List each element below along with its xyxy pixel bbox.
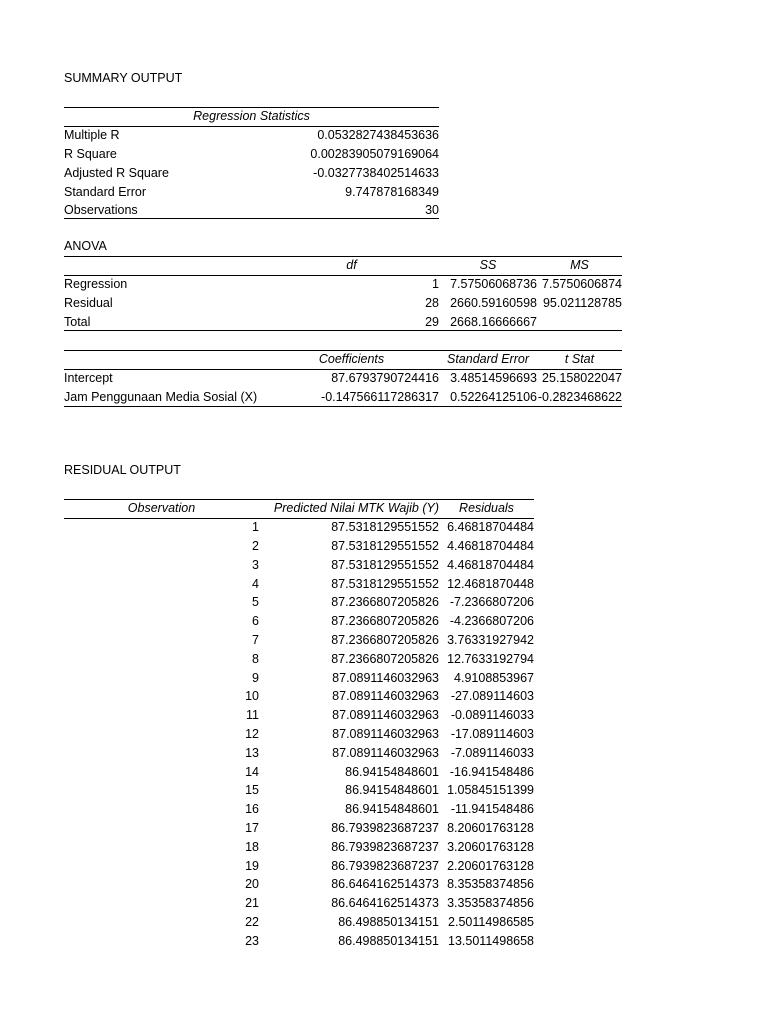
regstats-label: Observations (64, 203, 138, 218)
residual-predicted: 87.0891146032963 (332, 670, 439, 685)
regstats-bottom-rule (64, 218, 439, 219)
regstats-label: Multiple R (64, 128, 120, 143)
anova-df-header: df (346, 258, 357, 273)
residual-predicted: 86.7939823687237 (331, 839, 439, 854)
residual-row (64, 743, 534, 762)
coef-tstat: 25.158022047 (542, 371, 622, 386)
residual-row (64, 593, 534, 612)
residual-predicted: 86.6464162514373 (331, 896, 439, 911)
residual-observation: 8 (252, 651, 259, 666)
coef-bottom-rule (64, 406, 622, 407)
coefficients-table (64, 350, 622, 406)
coef-se: 3.48514596693 (450, 371, 537, 386)
regstats-value: 9.747878168349 (345, 184, 439, 199)
regstats-label: Adjusted R Square (64, 165, 169, 180)
residual-observation: 17 (245, 820, 259, 835)
coef-label: Jam Penggunaan Media Sosial (X) (64, 389, 258, 404)
coef-value: 87.6793790724416 (331, 371, 439, 386)
coef-tstat-header: t Stat (564, 352, 595, 367)
residual-row (64, 537, 534, 556)
summary-output-title: SUMMARY OUTPUT (64, 71, 183, 85)
residual-observation: 5 (252, 595, 259, 610)
residual-value: 8.35358374856 (447, 877, 534, 892)
residual-value: 6.46818704484 (447, 520, 534, 535)
regstats-row (64, 201, 439, 220)
coef-header-row (64, 350, 622, 369)
coef-se: 0.52264125106 (450, 389, 537, 404)
residual-value: -16.941548486 (449, 764, 534, 779)
residual-value: 2.50114986585 (448, 914, 534, 929)
anova-title: ANOVA (64, 239, 107, 253)
residual-observation: 14 (245, 764, 259, 779)
residual-predicted: 86.94154848601 (345, 783, 439, 798)
coef-label: Intercept (64, 371, 113, 386)
residual-observation: 10 (245, 689, 259, 704)
residual-observation: 20 (245, 877, 259, 892)
coef-header-rule (64, 369, 622, 370)
residual-observation: 6 (252, 614, 259, 629)
residual-row (64, 762, 534, 781)
regstats-row (64, 145, 439, 164)
residual-predicted: 86.7939823687237 (331, 858, 439, 873)
residual-observation: 21 (245, 896, 259, 911)
regstats-value: 0.0532827438453636 (317, 128, 439, 143)
residual-predicted: 87.2366807205826 (331, 632, 439, 647)
residual-observation: 15 (245, 783, 259, 798)
residual-predicted: 86.6464162514373 (331, 877, 439, 892)
residual-row (64, 668, 534, 687)
regstats-header: Regression Statistics (193, 109, 310, 124)
residual-observation: 3 (252, 557, 259, 572)
residual-value: 3.20601763128 (447, 839, 534, 854)
residual-row (64, 913, 534, 932)
coef-coefficients-header: Coefficients (318, 352, 385, 367)
residual-value: 3.76331927942 (447, 632, 534, 647)
residual-row (64, 518, 534, 537)
residual-value: -4.2366807206 (449, 614, 534, 629)
residual-value: 4.46818704484 (447, 557, 534, 572)
residual-value: -7.0891146033 (450, 745, 534, 760)
residual-predicted: 87.2366807205826 (331, 614, 439, 629)
coef-value: -0.147566117286317 (321, 389, 439, 404)
residual-observation: 13 (245, 745, 259, 760)
anova-df: 1 (432, 277, 439, 292)
regstats-value: 30 (425, 203, 439, 218)
residual-predicted: 87.0891146032963 (332, 708, 439, 723)
residual-observation: 16 (245, 802, 259, 817)
residual-predicted: 86.498850134151 (338, 914, 439, 929)
residual-predicted: 87.2366807205826 (331, 595, 439, 610)
residual-output-title: RESIDUAL OUTPUT (64, 463, 181, 477)
residual-row (64, 649, 534, 668)
regstats-row (64, 182, 439, 201)
residual-row (64, 631, 534, 650)
residual-predicted: 86.94154848601 (345, 764, 439, 779)
residual-observation: 2 (252, 538, 259, 553)
residual-value: 3.35358374856 (447, 896, 534, 911)
residual-row (64, 574, 534, 593)
residual-value: -11.941548486 (450, 802, 534, 817)
anova-row (64, 294, 622, 313)
residual-predicted: 87.5318129551552 (331, 557, 439, 572)
residual-row (64, 931, 534, 950)
residual-predicted: 87.5318129551552 (331, 538, 439, 553)
residual-value: 12.7633192794 (447, 651, 534, 666)
residual-row (64, 837, 534, 856)
anova-label: Total (64, 314, 91, 329)
residual-observation: 22 (245, 914, 259, 929)
residual-row (64, 555, 534, 574)
residual-header-row (64, 499, 534, 518)
regstats-label: Standard Error (64, 184, 146, 199)
anova-header-rule (64, 275, 622, 276)
regstats-label: R Square (64, 146, 117, 161)
residual-observation: 4 (252, 576, 259, 591)
residual-row (64, 781, 534, 800)
regression-statistics-table (64, 107, 439, 220)
residual-row (64, 706, 534, 725)
anova-label: Regression (64, 277, 128, 292)
residual-predicted: 87.0891146032963 (332, 726, 439, 741)
residual-observation: 11 (246, 708, 259, 723)
residual-predicted: 87.0891146032963 (332, 689, 439, 704)
residual-output-table (64, 499, 534, 950)
residual-predicted: 86.7939823687237 (331, 820, 439, 835)
anova-ss-header: SS (479, 258, 497, 273)
residual-header-rule (64, 518, 534, 519)
residual-observation: 23 (245, 933, 259, 948)
residual-predicted: 86.94154848601 (345, 802, 439, 817)
coef-se-header: Standard Error (447, 352, 529, 367)
coef-row (64, 388, 622, 407)
residual-predicted: 87.2366807205826 (331, 651, 439, 666)
residual-row (64, 612, 534, 631)
residual-row (64, 725, 534, 744)
residual-value: -27.089114603 (450, 689, 534, 704)
regstats-row (64, 163, 439, 182)
residual-value: 2.20601763128 (447, 858, 534, 873)
anova-header-row (64, 256, 622, 275)
anova-bottom-rule (64, 330, 622, 331)
residual-observation: 19 (245, 858, 259, 873)
anova-ss: 7.57506068736 (450, 277, 537, 292)
anova-label: Residual (64, 295, 113, 310)
anova-ss: 2668.16666667 (450, 314, 537, 329)
residual-value: -0.0891146033 (450, 708, 534, 723)
regstats-header-row (64, 107, 439, 126)
anova-ms-header: MS (570, 258, 589, 273)
residual-predicted: 87.0891146032963 (332, 745, 439, 760)
anova-df: 29 (425, 314, 439, 329)
anova-df: 28 (425, 295, 439, 310)
residual-observation: 7 (252, 632, 259, 647)
residual-value: 12.4681870448 (447, 576, 534, 591)
regstats-row (64, 126, 439, 145)
residual-row (64, 687, 534, 706)
residual-value: -17.089114603 (450, 726, 534, 741)
coef-row (64, 369, 622, 388)
anova-row (64, 275, 622, 294)
anova-ms: 7.5750606874 (542, 277, 622, 292)
coef-tstat: -0.2823468622 (537, 389, 622, 404)
residual-observation: 9 (252, 670, 259, 685)
residual-value: 8.20601763128 (447, 820, 534, 835)
anova-ms (537, 312, 622, 331)
anova-ms: 95.021128785 (542, 295, 622, 310)
residual-row (64, 800, 534, 819)
residual-observation: 12 (245, 726, 259, 741)
residual-observation: 1 (252, 520, 259, 535)
residual-observation-header: Observation (127, 501, 196, 516)
anova-table (64, 256, 622, 331)
residual-predicted-header: Predicted Nilai MTK Wajib (Y) (273, 501, 439, 516)
residual-observation: 18 (245, 839, 259, 854)
residual-predicted: 86.498850134151 (338, 933, 439, 948)
residual-row (64, 856, 534, 875)
regstats-value: -0.0327738402514633 (313, 165, 439, 180)
residual-value: 13.5011498658 (448, 933, 534, 948)
anova-ss: 2660.59160598 (450, 295, 537, 310)
residual-row (64, 894, 534, 913)
residual-predicted: 87.5318129551552 (331, 520, 439, 535)
residual-value: 1.05845151399 (447, 783, 534, 798)
residual-residuals-header: Residuals (459, 501, 514, 516)
anova-row (64, 312, 622, 331)
residual-value: -7.2366807206 (449, 595, 534, 610)
regstats-header-rule (64, 126, 439, 127)
residual-value: 4.9108853967 (454, 670, 534, 685)
residual-predicted: 87.5318129551552 (331, 576, 439, 591)
regstats-value: 0.00283905079169064 (310, 146, 439, 161)
residual-value: 4.46818704484 (447, 538, 534, 553)
residual-row (64, 819, 534, 838)
residual-row (64, 875, 534, 894)
